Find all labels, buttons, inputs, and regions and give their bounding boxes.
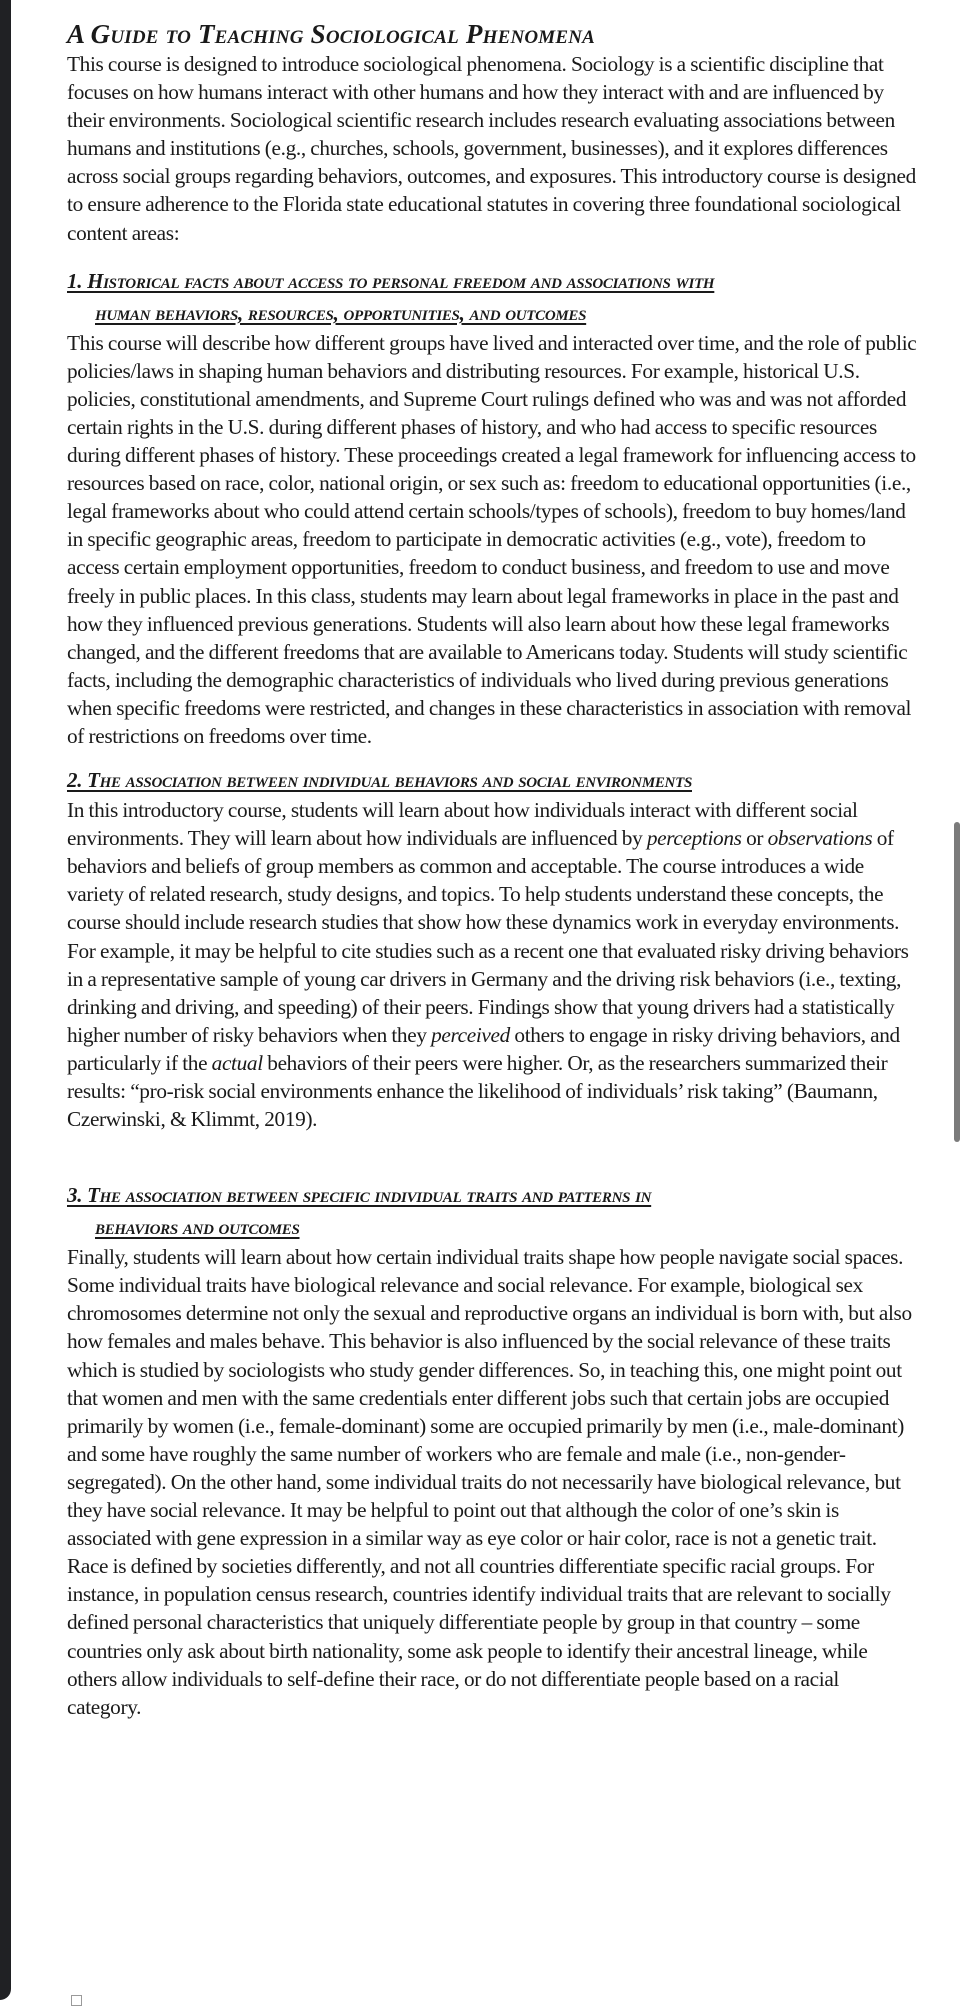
section-1-heading-line1: 1. Historical facts about access to personal freedom and associations with [67,268,715,293]
intro-paragraph: This course is designed to introduce sociological phenomena. Sociology is a scientific discipline that focuses on how humans interact with other humans and how they interact with and are influenced by their environments. Sociological scientific research includes research evaluating associations between humans and institutions (e.g., churches, schools, government, businesses), and it explores differences across social groups regarding behaviors, outcomes, and exposures. This introductory course is designed to ensure adherence to the Florida state educational statutes in covering three foundational sociological content areas: [67,52,916,245]
text-run: behaviors of their peers were higher. Or, as the researchers summarized their results: “pro-risk social environments enhance the likelihood of individuals’ risk taking” (Baumann, Czerwinski, & Klimmt, 2019). [67,1050,888,1132]
section-3-heading [67,1179,917,1243]
text-run: or [741,826,768,851]
section-2-body [67,796,917,1133]
section-2-heading-line1: 2. The association between individual behaviors and social environments [67,768,692,793]
empty-paragraph-marker [71,1995,82,2006]
document-page [67,18,917,1721]
vertical-scrollbar[interactable] [952,0,962,2000]
emphasis-observations: observations [767,826,873,851]
text-run: In this introductory course, students will learn about how individuals interact with different social environments. They will learn about how individuals are influenced by [67,798,858,851]
section-1-body: This course will describe how different groups have lived and interacted over time, and the role of public policies/laws in shaping human behaviors and distributing resources. For example, historical U.S. policies, constitutional amendments, and Supreme Court rulings defined who was and was not afforded certain rights in the U.S. during different phases of history, and who had access to specific resources during different phases of history. These proceedings created a legal framework for influencing access to resources based on race, color, national origin, or sex such as: freedom to educational opportunities (i.e., legal frameworks about who could attend certain schools/types of schools), freedom to buy homes/land in specific geographic areas, freedom to participate in democratic activities (e.g., vote), freedom to access certain employment opportunities, freedom to conduct business, and freedom to use and move freely in public places. In this class, students may learn about legal frameworks in place in the past and how they influenced previous generations. Students will also learn about how these legal frameworks changed, and the different freedoms that are available to Americans today. Students will study scientific facts, including the demographic characteristics of individuals who lived during previous generations when specific freedoms were restricted, and changes in these characteristics in association with removal of restrictions on freedoms over time. [67,330,917,748]
window-left-edge [0,0,11,2000]
section-2-heading [67,764,917,796]
scrollbar-thumb[interactable] [954,822,960,1142]
section-3-body: Finally, students will learn about how certain individual traits shape how people navigate social spaces. Some individual traits have biological relevance and social relevance. For example, biological sex chromosomes determine not only the sexual and reproductive organs an individual is born with, but also how females and males behave. This behavior is also influenced by the social relevance of these traits which is studied by sociologists who study gender differences. So, in teaching this, one might point out that women and men with the same credentials enter different jobs such that certain jobs are occupied primarily by women (i.e., female-dominant) some are occupied primarily by men (i.e., male-dominant) and some have roughly the same number of workers who are female and male (i.e., non-gender-segregated). On the other hand, some individual traits do not necessarily have biological relevance, but they have social relevance. It may be helpful to point out that although the color of one’s skin is associated with gene expression in a similar way as eye color or hair color, race is not a genetic trait. Race is defined by societies differently, and not all countries differentiate specific racial groups. For instance, in population census research, countries identify individual traits that are relevant to socially defined personal characteristics that uniquely differentiate people by group in that country – some countries only ask about birth nationality, some ask people to identify their ancestral lineage, while others allow individuals to self-define their race, or do not differentiate people based on a racial category. [67,1245,912,1719]
emphasis-perceived: perceived [431,1022,510,1047]
section-1-heading-line2: human behaviors, resources, opportunities, and outcomes [95,300,587,325]
emphasis-perceptions: perceptions [646,826,742,851]
text-run: others to engage in risky driving behaviors, and particularly if the [67,1022,900,1075]
text-run: of behaviors and beliefs of group members as common and acceptable. The course introduces a wide variety of related research, study designs, and topics. To help students understand these concepts, the course should include research studies that show how these dynamics work in everyday environments. For example, it may be helpful to cite studies such as a recent one that evaluated risky driving behaviors in a representative sample of young car drivers in Germany and the driving risk behaviors (i.e., texting, drinking and driving, and speeding) of their peers. Findings show that young drivers had a statistically higher number of risky behaviors when they [67,826,909,1047]
section-3-heading-line1: 3. The association between specific individual traits and patterns in [67,1183,652,1208]
section-3-heading-line2: behaviors and outcomes [95,1215,300,1240]
document-title: A Guide to Teaching Sociological Phenomena [67,19,596,49]
section-1-heading [67,265,917,329]
emphasis-actual: actual [211,1050,263,1075]
